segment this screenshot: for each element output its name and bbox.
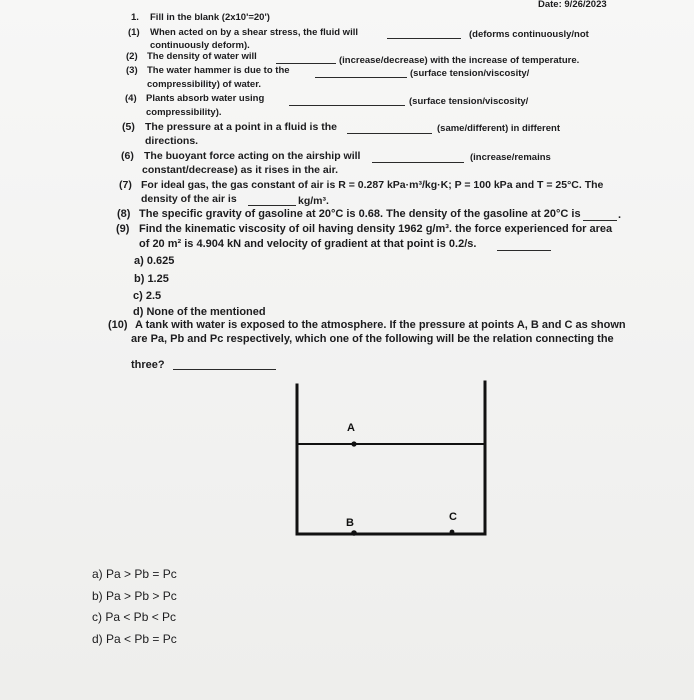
point-b-label: B [346, 517, 354, 529]
q3-hint: (surface tension/viscosity/ [410, 68, 530, 79]
q10-option-d: d) Pa < Pb = Pc [92, 632, 177, 646]
q5-line2: directions. [145, 135, 199, 147]
q10-option-b: b) Pa > Pb > Pc [92, 589, 177, 603]
q4-text: Plants absorb water using [146, 93, 265, 104]
q3-number: (3) [126, 65, 138, 76]
section-number: 1. [131, 12, 139, 23]
q1-hint: (deforms continuously/not [469, 29, 589, 40]
q4-line2: compressibility). [146, 107, 222, 118]
point-b-dot [351, 530, 357, 536]
q8-end: . [618, 209, 622, 221]
q2-hint: (increase/decrease) with the increase of temperature. [339, 55, 580, 66]
date: Date: 9/26/2023 [538, 0, 607, 10]
q1-line2: continuously deform). [150, 40, 250, 51]
q7-line1: For ideal gas, the gas constant of air is R = 0.287 kPa·m³/kg·K; P = 100 kPa and T = 25°C. The [141, 179, 604, 191]
q2-number: (2) [126, 51, 138, 62]
q7-line2: density of the air is [141, 193, 237, 205]
q3-line2: compressibility) of water. [147, 79, 262, 90]
q2-text: The density of water will [147, 51, 257, 62]
q9-option-c: c) 2.5 [133, 290, 162, 302]
q7-number: (7) [119, 179, 132, 191]
q10-option-a: a) Pa > Pb = Pc [92, 567, 177, 581]
q10-line2: are Pa, Pb and Pc respectively, which one of the following will be the relation connecting the [131, 333, 614, 345]
q10-option-c: c) Pa < Pb < Pc [92, 610, 177, 624]
q6-number: (6) [121, 150, 134, 162]
point-c-dot [450, 530, 455, 535]
q9-number: (9) [116, 223, 130, 235]
q6-hint: (increase/remains [470, 152, 551, 163]
q9-line2: of 20 m² is 4.904 kN and velocity of gradient at that point is 0.2/s. [139, 238, 477, 250]
q4-number: (4) [125, 93, 137, 104]
q9-option-a: a) 0.625 [134, 255, 175, 267]
q6-text: The buoyant force acting on the airship will [144, 150, 361, 162]
q8-number: (8) [117, 208, 131, 220]
q5-hint: (same/different) in different [437, 123, 560, 134]
section-title: Fill in the blank (2x10'=20') [150, 12, 270, 23]
q10-line3: three? [131, 359, 165, 371]
q3-text: The water hammer is due to the [147, 65, 290, 76]
q1-line1: When acted on by a shear stress, the fluid will [150, 27, 358, 38]
point-a-label: A [347, 422, 355, 434]
q4-hint: (surface tension/viscosity/ [409, 96, 529, 107]
point-a-dot [351, 441, 356, 446]
point-c-label: C [449, 511, 457, 523]
q9-line1: Find the kinematic viscosity of oil having density 1962 g/m³. the force experienced for area [139, 223, 613, 235]
q10-number: (10) [108, 319, 128, 331]
q5-text: The pressure at a point in a fluid is the [145, 121, 337, 133]
q7-units: kg/m³. [298, 195, 329, 207]
q6-line2: constant/decrease) as it rises in the air. [142, 164, 339, 176]
q8-text: The specific gravity of gasoline at 20°C is 0.68. The density of the gasoline at 20°C is [139, 208, 581, 220]
q5-number: (5) [122, 121, 135, 133]
q9-option-b: b) 1.25 [134, 273, 169, 285]
q1-number: (1) [128, 27, 140, 38]
q10-line1: A tank with water is exposed to the atmosphere. If the pressure at points A, B and C as shown [135, 319, 626, 331]
q9-option-d: d) None of the mentioned [133, 306, 266, 318]
